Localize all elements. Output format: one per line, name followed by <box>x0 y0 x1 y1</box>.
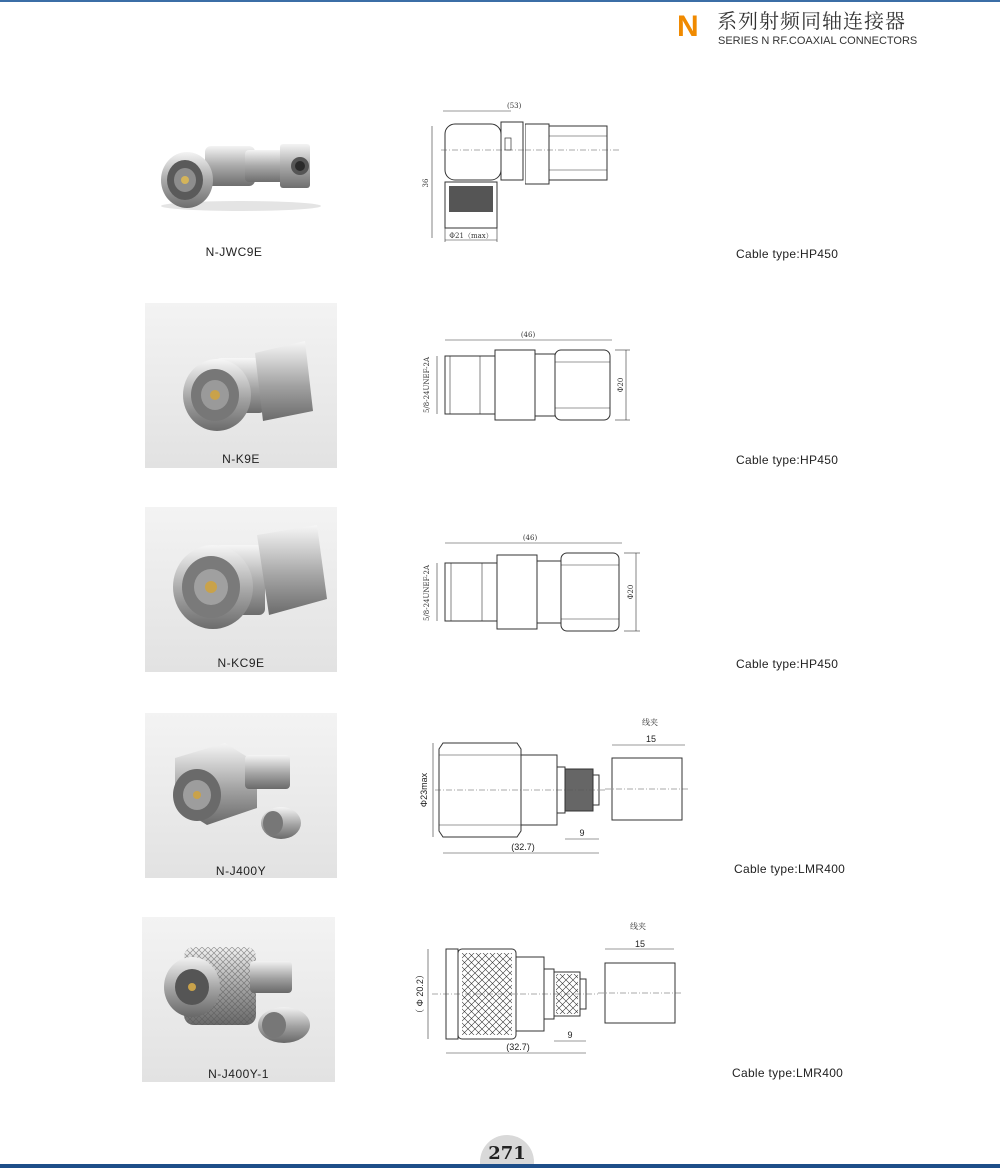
top-rule <box>0 0 1000 2</box>
technical-drawing-extension <box>525 116 620 196</box>
dim-tail: 9 <box>567 1030 573 1040</box>
dim-height: 36 <box>422 178 430 188</box>
clamp-label: 线夹 <box>630 922 646 931</box>
product-photo <box>145 98 337 213</box>
header-title-en: SERIES N RF.COAXIAL CONNECTORS <box>718 35 918 47</box>
dim-diameter: （ Φ 20.2） <box>415 970 425 1018</box>
dim-diameter: Φ20 <box>617 377 625 393</box>
product-row <box>0 507 1000 697</box>
product-row <box>0 917 1000 1107</box>
series-letter: N <box>677 10 699 43</box>
technical-drawing <box>415 98 525 248</box>
dim-length: (46) <box>520 331 536 339</box>
dim-diameter: Φ21（max） <box>449 232 493 240</box>
dim-diameter: Φ23max <box>419 772 429 808</box>
model-name: N-KC9E <box>217 656 265 670</box>
cable-type: Cable type:LMR400 <box>734 862 846 876</box>
technical-drawing <box>412 917 692 1062</box>
bottom-rule <box>0 1164 1000 1168</box>
dim-tail: 9 <box>579 828 585 838</box>
product-row <box>0 303 1000 493</box>
dim-thread: 5/8-24UNEF-2A <box>423 564 431 622</box>
model-name: N-K9E <box>222 452 260 466</box>
model-name: N-J400Y <box>215 864 267 878</box>
dim-thread: 5/8-24UNEF-2A <box>423 356 431 414</box>
product-photo <box>145 507 337 672</box>
model-name: N-J400Y-1 <box>208 1067 269 1081</box>
cable-type: Cable type:HP450 <box>736 657 839 671</box>
product-photo <box>142 917 335 1082</box>
page-number-tab <box>480 1135 534 1165</box>
technical-drawing <box>420 531 650 639</box>
header-title-cn: 系列射频同轴连接器 <box>717 9 906 33</box>
product-row <box>0 98 1000 288</box>
dim-length: (46) <box>522 534 538 542</box>
cable-type: Cable type:LMR400 <box>732 1066 844 1080</box>
technical-drawing <box>415 713 695 863</box>
cable-type: Cable type:HP450 <box>736 453 839 467</box>
dim-length: (32.7) <box>506 1042 530 1052</box>
page-header <box>677 10 977 50</box>
dim-length: (32.7) <box>511 842 535 852</box>
dim-length: (53) <box>507 102 522 110</box>
clamp-length: 15 <box>634 939 646 949</box>
product-photo <box>145 303 337 468</box>
cable-type: Cable type:HP450 <box>736 247 839 261</box>
product-photo <box>145 713 337 878</box>
page-number: 271 <box>488 1143 526 1164</box>
clamp-label: 线夹 <box>642 718 658 727</box>
technical-drawing <box>420 328 640 428</box>
product-row <box>0 713 1000 903</box>
model-name: N-JWC9E <box>205 245 263 259</box>
dim-diameter: Φ20 <box>627 584 635 600</box>
clamp-length: 15 <box>645 734 657 744</box>
